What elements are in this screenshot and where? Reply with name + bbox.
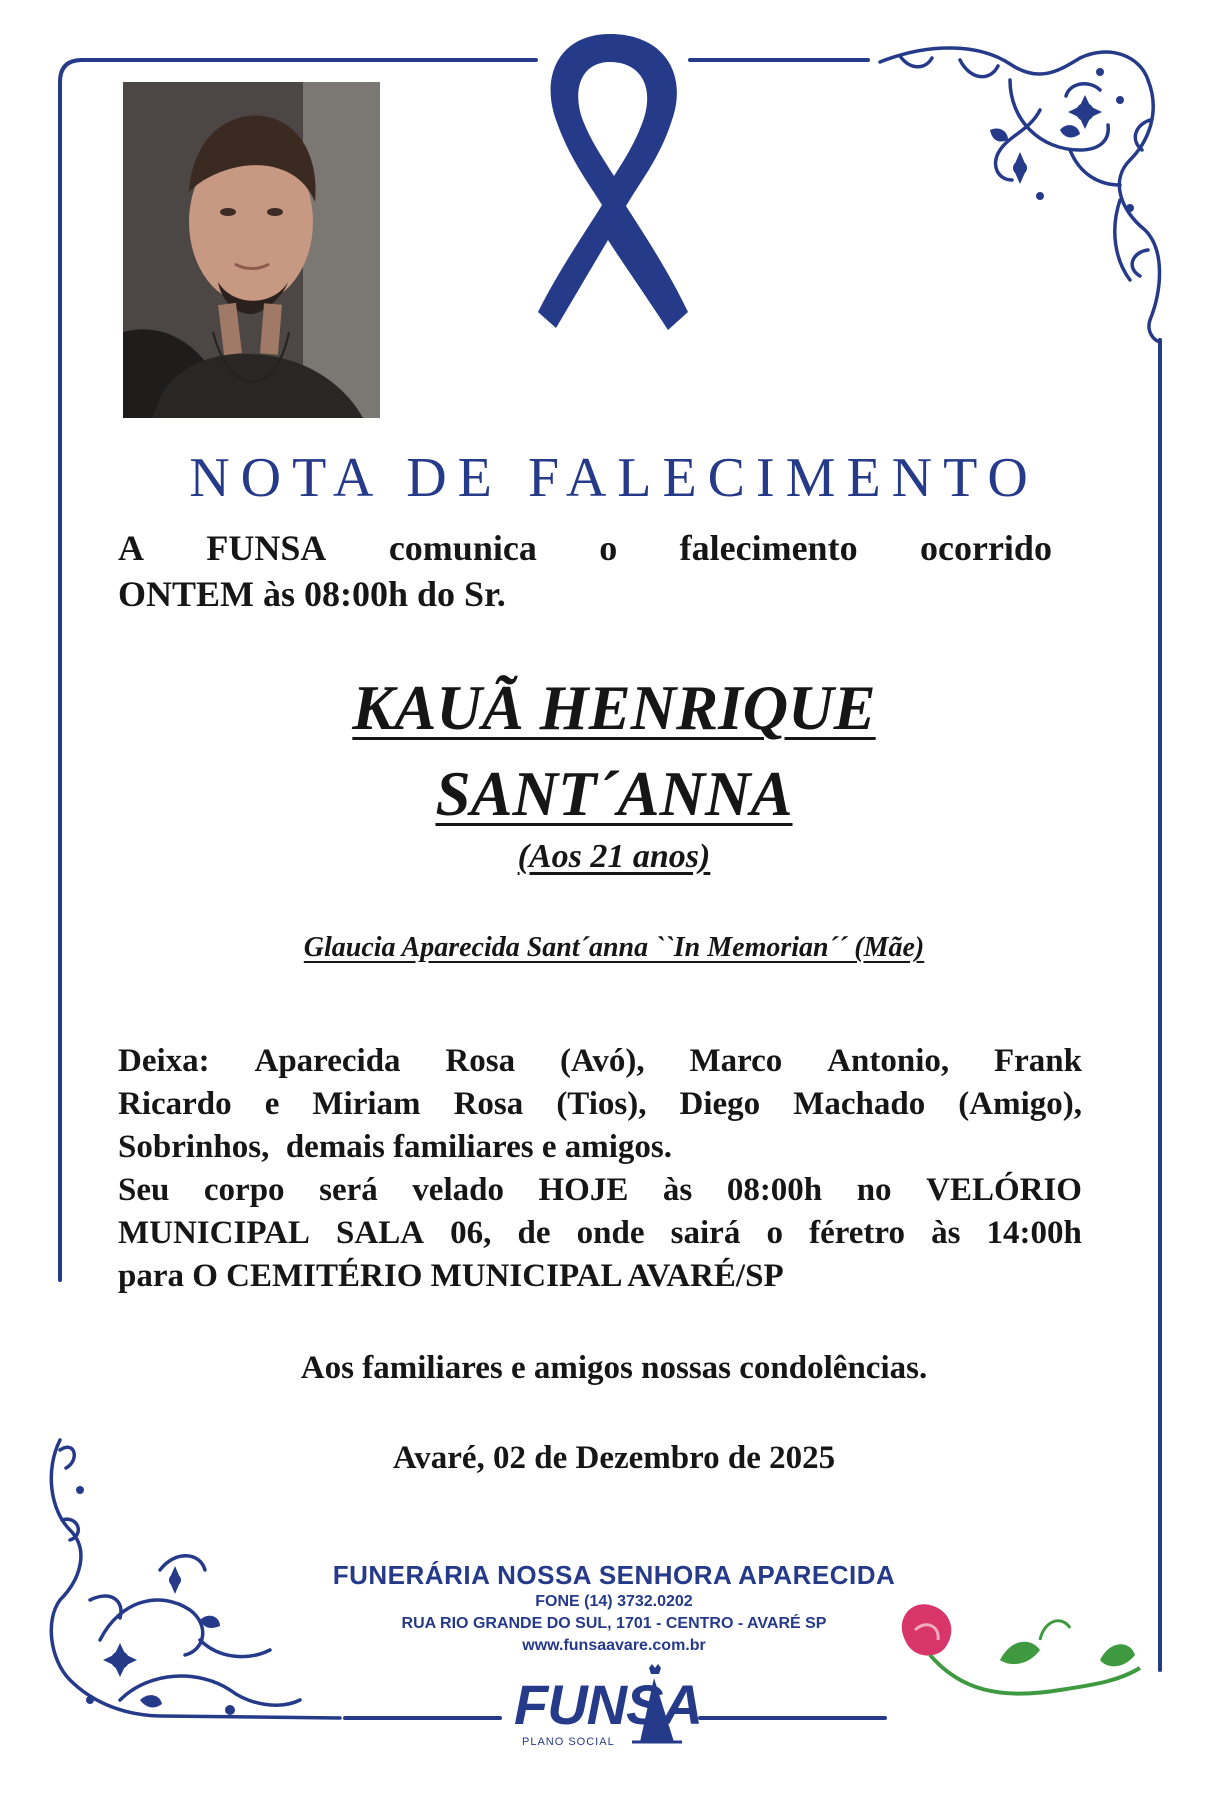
lead-word: falecimento (679, 528, 858, 568)
details-word: Diego (679, 1086, 761, 1122)
mother-in-memoriam (0, 932, 1228, 964)
details-line (118, 1255, 1082, 1298)
obituary-details (118, 1040, 1082, 1298)
portrait-icon (123, 82, 380, 418)
details-line (118, 1083, 1082, 1126)
age-text: (Aos 21 anos) (517, 838, 711, 875)
name-text: KAUÃ HENRIQUE (352, 673, 876, 743)
announcement-lead (118, 525, 1052, 617)
details-word: 08:00h (726, 1172, 823, 1208)
details-word: Rosa (453, 1086, 524, 1122)
details-word: Marco (689, 1043, 783, 1079)
details-word: de (517, 1215, 551, 1251)
details-word: corpo (203, 1172, 285, 1208)
lead-word: ocorrido (919, 528, 1052, 568)
lead-word: A (118, 528, 144, 568)
details-line (118, 1126, 1082, 1169)
logo-subtext: PLANO SOCIAL (522, 1736, 615, 1748)
company-name: FUNERÁRIA NOSSA SENHORA APARECIDA (332, 1560, 896, 1590)
details-word: Aparecida (254, 1043, 401, 1079)
deceased-age (0, 838, 1228, 876)
details-word: o (766, 1215, 783, 1251)
page-title: NOTA DE FALECIMENTO (189, 447, 1039, 509)
details-word: sairá (670, 1215, 741, 1251)
details-word: (Avó), (559, 1043, 645, 1079)
details-word: féretro (809, 1215, 905, 1251)
details-word: 14:00h (986, 1215, 1082, 1251)
lead-word: comunica (388, 528, 537, 568)
notice-date: Avaré, 02 de Dezembro de 2025 (392, 1440, 836, 1476)
details-word: Frank (993, 1043, 1082, 1079)
company-address: RUA RIO GRANDE DO SUL, 1701 - CENTRO - AVARÉ SP (401, 1615, 827, 1632)
details-word: MUNICIPAL (118, 1215, 310, 1251)
details-line (118, 1212, 1082, 1255)
details-word: para O CEMITÉRIO MUNICIPAL AVARÉ/SP (118, 1258, 784, 1294)
lead-word: FUNSA (206, 528, 327, 568)
details-word: Antonio, (827, 1043, 950, 1079)
deceased-photo (123, 82, 380, 418)
logo-text: FUNSA (514, 1673, 702, 1736)
deceased-name-line-1 (0, 672, 1228, 745)
mother-text: Glaucia Aparecida Sant´anna ``In Memorian´´ (Mãe) (303, 932, 925, 963)
details-line (118, 1040, 1082, 1083)
details-word: Seu (118, 1172, 170, 1208)
details-word: no (856, 1172, 892, 1208)
lead-word: o (599, 528, 618, 568)
details-word: será (319, 1172, 378, 1208)
details-word: SALA (336, 1215, 425, 1251)
details-word: (Amigo), (958, 1086, 1082, 1122)
details-word: VELÓRIO (926, 1172, 1082, 1208)
details-word: 06, (450, 1215, 492, 1251)
details-word: Ricardo (118, 1086, 232, 1122)
details-word: Miriam (312, 1086, 421, 1122)
details-word: às (931, 1215, 961, 1251)
company-phone: FONE (14) 3732.0202 (535, 1593, 693, 1610)
funeral-home-footer (0, 1560, 1228, 1657)
condolences-text: Aos familiares e amigos nossas condolências. (300, 1350, 928, 1386)
details-word: Deixa: (118, 1043, 210, 1079)
details-word: Machado (793, 1086, 926, 1122)
floral-corner-ornament-icon (880, 48, 1160, 341)
name-text: SANT´ANNA (435, 759, 793, 829)
details-word: onde (576, 1215, 645, 1251)
awareness-ribbon-icon (538, 34, 688, 330)
details-word: velado (412, 1172, 504, 1208)
details-word: e (264, 1086, 280, 1122)
details-word: às (662, 1172, 693, 1208)
funsa-logo (504, 1664, 704, 1756)
deceased-name-line-2 (0, 758, 1228, 831)
lead-line-2: ONTEM às 08:00h do Sr. (118, 574, 506, 614)
details-word: Rosa (445, 1043, 516, 1079)
details-word: Sobrinhos, demais familiares e amigos. (118, 1129, 672, 1165)
details-line (118, 1169, 1082, 1212)
details-word: (Tios), (556, 1086, 647, 1122)
details-word: HOJE (538, 1172, 629, 1208)
company-website: www.funsaavare.com.br (522, 1637, 706, 1654)
lead-line-1 (118, 525, 1052, 571)
